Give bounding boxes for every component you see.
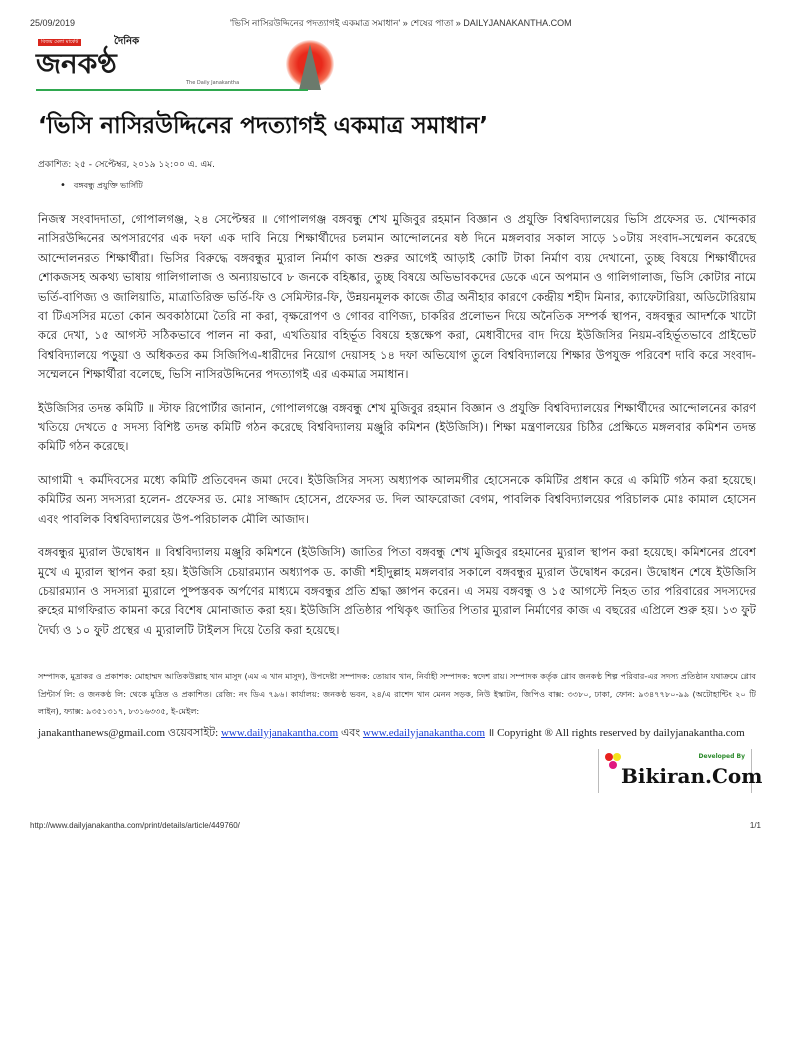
masthead-rule	[36, 89, 308, 91]
contact-email[interactable]: janakanthanews@gmail.com	[38, 726, 166, 739]
article-paragraph: ইউজিসির তদন্ত কমিটি ॥ স্টাফ রিপোর্টার জানান, গোপালগঞ্জে বঙ্গবন্ধু শেখ মুজিবুর রহমান বিজ্ঞান ও প্রযুক্তি বিশ্ববিদ্যালয়ের শিক্ষার্থীদের আন্দোলনের কারণ খতিয়ে দেখতে ৫ সদস্য বিশিষ্ট তদন্ত কমিটি গঠন করেছে বিশ্ববিদ্যালয় মঞ্জুরি কমিশন (ইউজিসি)। শিক্ষা মন্ত্রণালয়ের চিঠির প্রেক্ষিতে মঙ্গলবার কমিশন তদন্ত কমিটি গঠন করেছে।	[38, 400, 756, 454]
page-number: 1/1	[749, 820, 761, 830]
print-url: http://www.dailyjanakantha.com/print/details/article/449760/	[30, 820, 240, 830]
developed-by-label: Developed By	[698, 752, 745, 760]
print-footer	[30, 819, 761, 833]
print-page-title: 'ভিসি নাসিরউদ্দিনের পদত্যাগই একমাত্র সমাধান' » শেষের পাতা » DAILYJANAKANTHA.COM	[230, 18, 572, 28]
and-text: এবং	[340, 726, 361, 739]
masthead-tag: বিজয় মেলা মার্কেট	[38, 39, 81, 46]
imprint: সম্পাদক, মুদ্রাকর ও প্রকাশক: মোহাম্মদ আতিকউল্লাহ খান মাসুদ (এম এ খান মাসুদ), উপদেষ্টা সম্পাদক: তোয়াব খান, নির্বাহী সম্পাদক: স্বদেশ রায়। সম্পাদক কর্তৃক গ্লোব জনকণ্ঠ শিল্প পরিবার-এর সদস্য প্রতিষ্ঠান যথাক্রমে গ্লোব প্রিন্টার্স লি: ও জনকণ্ঠ লি: থেকে মুদ্রিত ও প্রকাশিত। রেজি: নং ডিএ ৭৯৬। কার্যালয়: জনকণ্ঠ ভবন, ২৪/এ রাশেদ খান মেনন সড়ক, নিউ ইস্কাটন, জিপিও বাক্স: ৩৩৮০, ঢাকা, ফোন: ৯৩৪৭৭৮০-৯৯ (অটোহান্টিং ২০ টি লাইন), ফ্যাক্স: ৯৩৫১৩১৭, ৮৩১৬৩৩৫, ই-মেইল:	[38, 671, 756, 717]
developer-badge[interactable]	[598, 749, 763, 793]
article-paragraph: নিজস্ব সংবাদদাতা, গোপালগঞ্জ, ২৪ সেপ্টেম্বর ॥ গোপালগঞ্জ বঙ্গবন্ধু শেখ মুজিবুর রহমান বিজ্ঞান ও প্রযুক্তি বিশ্ববিদ্যালয়ের ভিসি প্রফেসর ড. খোন্দকার নাসিরউদ্দিনের অপসারণের এক দফা এক দাবি নিয়ে শিক্ষার্থীদের চলমান আন্দোলনের ষষ্ঠ দিনে মঙ্গলবার সকাল সাড়ে ১০টায় সংবাদ-সম্মেলন করেছে আন্দোলনরত শিক্ষার্থীরা। ভিসির বিরুদ্ধে বঙ্গবন্ধুর ম্যুরাল নির্মাণ কাজ শুরুর আগেই আড়াই কোটি টাকা নির্মাণ ব্যয় দেখানো, তুচ্ছ বিষয়ে শিক্ষার্থীদের শোকজসহ অকথ্য ভাষায় গালিগালাজ ও অন্যায়ভাবে ৮ জনকে বহিষ্কার, তুচ্ছ বিষয়ে অভিভাবকদের ডেকে এনে অপমান ও গালিগালাজ, ভিসি কোটার নামে ভর্তি-বাণিজ্য ও জালিয়াতি, মাত্রাতিরিক্ত ভর্তি-ফি ও সেমিস্টার-ফি, উন্নয়নমূলক কাজে তীব্র অনীহার কারণে কেন্দ্রীয় শহীদ মিনার, ক্যাফেটারিয়া, অডিটোরিয়াম বা টিএসসির মতো কোন অবকাঠামো তৈরি না করা, বৃক্ষরোপণ ও গোবর বাণিজ্য, চাকরির প্রলোভন দিয়ে অনৈতিক সম্পর্ক স্থাপন, বঙ্গবন্ধুর আদর্শকে খাটো করে দেখা, ১৫ আগস্ট সঠিকভাবে পালন না করা, এখতিয়ার বহির্ভূত বিষয়ে হস্তক্ষেপ করা, মেধাবীদের বাদ দিয়ে ইউজিসির নিয়ম-বহির্ভূতভাবে প্রাইভেট বিশ্ববিদ্যালয়ে পড়ুয়া ও অধিকতর কম সিজিপিএ-ধারীদের নিয়োগ দেয়াসহ ১৪ দফা অভিযোগ তুলে বিশ্ববিদ্যালয়ে শিক্ষার উপযুক্ত পরিবেশ দাবি করে সংবাদ-সম্মেলনে শিক্ষার্থীরা বলেছে, ভিসি নাসিরউদ্দিনের পদত্যাগই এর একমাত্র সমাধান।	[38, 212, 757, 382]
article-tags	[60, 180, 756, 192]
article-paragraph: বঙ্গবন্ধুর ম্যুরাল উদ্বোধন ॥ বিশ্ববিদ্যালয় মঞ্জুরি কমিশনে (ইউজিসি) জাতির পিতা বঙ্গবন্ধু শেখ মুজিবুর রহমানের ম্যুরাল স্থাপন করা হয়েছে। কমিশনের প্রবেশ মুখে এ ম্যুরাল স্থাপন করা হয়। ইউজিসি চেয়ারম্যান অধ্যাপক ড. কাজী শহীদুল্লাহ মঙ্গলবার সকালে বঙ্গবন্ধুর ম্যুরাল উদ্বোধন করেন। উদ্বোধন শেষে ইউজিসি চেয়ারম্যান ও সদস্যরা ম্যুরালে পুষ্পস্তবক অর্পণের মাধ্যমে বঙ্গবন্ধুর প্রতি শ্রদ্ধা জ্ঞাপন করেন। এ সময় বঙ্গবন্ধু ও ১৫ আগস্টে নিহত তার পরিবারের সদস্যদের রুহের মাগফিরাত কামনা করে বিশেষ মোনাজাত করা হয়। ইউজিসি প্রতিষ্ঠার পথিকৃৎ জাতির পিতার ম্যুরাল নির্মাণের কাজ এ বছরের এপ্রিলে শুরু হয়। ১৩ ফুট দৈর্ঘ্য ও ১০ ফুট প্রস্থের এ ম্যুরালটি টাইলস দিয়ে তৈরি করা হয়েছে।	[38, 545, 756, 637]
print-date: 25/09/2019	[30, 18, 76, 28]
tag-item[interactable]: • বঙ্গবন্ধু প্রযুক্তি ভার্সিটি	[60, 180, 756, 192]
masthead-name: জনকণ্ঠ	[36, 47, 117, 80]
developer-brand: Bikiran.Com	[621, 763, 763, 788]
print-header	[30, 16, 761, 30]
article-headline: ‘ভিসি নাসিরউদ্দিনের পদত্যাগই একমাত্র সমাধান’	[38, 113, 489, 139]
published-date: প্রকাশিত: ২৫ - সেপ্টেম্বর, ২০১৯ ১২:০০ এ. এম.	[38, 160, 216, 170]
edition-link[interactable]: www.edailyjanakantha.com	[362, 726, 485, 739]
badge-row	[38, 749, 763, 799]
copyright: ॥ Copyright ® All rights reserved by dailyjanakantha.com	[487, 726, 745, 739]
article-paragraph: আগামী ৭ কর্মদিবসের মধ্যে কমিটি প্রতিবেদন জমা দেবে। ইউজিসির সদস্য অধ্যাপক আলমগীর হোসেনকে কমিটির প্রধান করে এ কমিটি গঠন করা হয়েছে। কমিটির অন্য সদস্যরা হলেন- প্রফেসর ড. মোঃ সাজ্জাদ হোসেন, প্রফেসর ড. দিল আফরোজা বেগম, পাবলিক বিশ্ববিদ্যালয়ের পরিচালক মোঃ কামাল হোসেন এবং পাবলিক বিশ্ববিদ্যালয়ের উপ-পরিচালক মৌলি আজাদ।	[38, 472, 757, 526]
contact-line	[38, 723, 756, 743]
masthead-logo[interactable]	[36, 36, 336, 92]
website-label: ওয়েবসাইট:	[167, 726, 219, 739]
masthead-dainik: দৈনিক	[114, 36, 140, 47]
article-body	[0, 110, 791, 799]
martyrs-monument-icon	[299, 44, 321, 90]
website-link[interactable]: www.dailyjanakantha.com	[220, 726, 339, 739]
masthead-subtitle: The Daily Janakantha	[186, 80, 240, 86]
